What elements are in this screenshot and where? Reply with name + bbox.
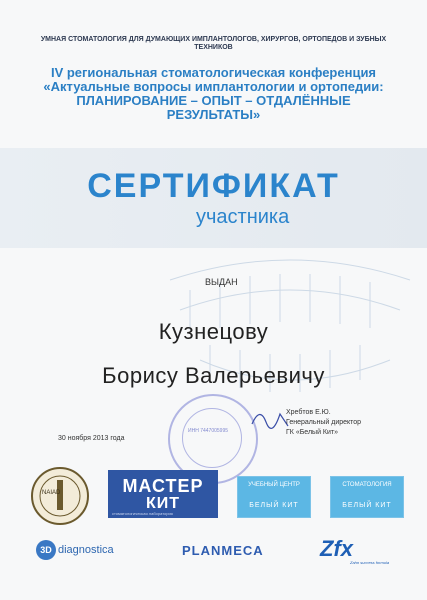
master-kit-line-1: МАСТЕР bbox=[122, 476, 204, 496]
zfx-logo: Zfx bbox=[320, 536, 353, 561]
conference-line-1: IV региональная стоматологическая конференция bbox=[50, 65, 377, 80]
naiad-logo bbox=[28, 466, 92, 526]
issued-label: ВЫДАН bbox=[205, 277, 238, 287]
master-kit-sub: стоматологическая лаборатория bbox=[112, 511, 173, 516]
director-signature bbox=[250, 404, 290, 434]
dentistry-bottom: БЕЛЫЙ КИТ bbox=[342, 502, 392, 509]
stamp-text: ИНН 7447005995 bbox=[188, 428, 229, 434]
conference-line-3: ПЛАНИРОВАНИЕ – ОПЫТ – ОТДАЛЁННЫЕ bbox=[76, 93, 351, 108]
training-center-logo bbox=[237, 476, 311, 518]
dentistry-logo bbox=[330, 476, 404, 518]
master-kit-logo bbox=[108, 470, 218, 518]
naiad-label: NAIAD bbox=[42, 490, 61, 496]
director-block bbox=[286, 408, 396, 438]
planmeca-logo: PLANMECA bbox=[182, 543, 264, 558]
conference-line-4: РЕЗУЛЬТАТЫ» bbox=[166, 107, 261, 122]
conference-line-2: «Актуальные вопросы имплантологии и ортопедии: bbox=[43, 79, 384, 94]
director-name: Хребтов Е.Ю. bbox=[286, 409, 331, 416]
3d-badge: 3D bbox=[36, 540, 56, 560]
conference-title bbox=[28, 66, 399, 122]
certificate-title: СЕРТИФИКАТ bbox=[87, 167, 340, 205]
recipient-given-names: Борису Валерьевичу bbox=[102, 363, 325, 388]
director-company: ГК «Белый Кит» bbox=[286, 429, 339, 436]
stamp-inner-ring bbox=[182, 408, 242, 468]
certificate-subtitle: участника bbox=[196, 206, 290, 228]
issue-date: 30 ноября 2013 года bbox=[58, 435, 125, 442]
master-kit-line-2: КИТ bbox=[145, 495, 181, 512]
3d-diagnostica-logo bbox=[36, 540, 114, 560]
training-center-bottom: БЕЛЫЙ КИТ bbox=[249, 502, 299, 509]
conference-tagline: УМНАЯ СТОМАТОЛОГИЯ ДЛЯ ДУМАЮЩИХ ИМПЛАНТОЛОГОВ, ХИРУРГОВ, ОРТОПЕДОВ И ЗУБНЫХ ТЕХНИКОВ bbox=[40, 36, 387, 51]
recipient-surname: Кузнецову bbox=[158, 319, 269, 344]
zfx-tagline: Zahn success formula bbox=[350, 560, 390, 565]
diagnostica-text: diagnostica bbox=[58, 544, 114, 556]
director-title: Генеральный директор bbox=[286, 419, 362, 426]
training-center-top: УЧЕБНЫЙ ЦЕНТР bbox=[248, 482, 300, 488]
dentistry-top: СТОМАТОЛОГИЯ bbox=[342, 482, 392, 488]
